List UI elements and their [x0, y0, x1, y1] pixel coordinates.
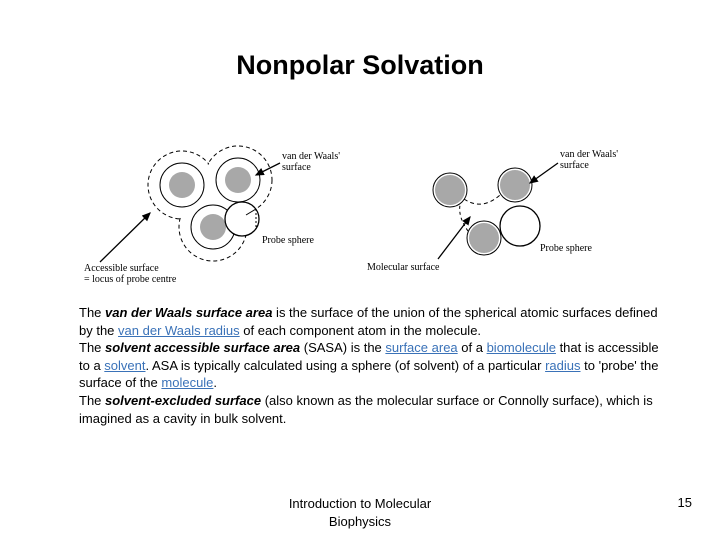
label-accessible-surface: Accessible surface = locus of probe centre [84, 263, 177, 285]
slide-title: Nonpolar Solvation [236, 50, 484, 80]
atom [500, 170, 530, 200]
link-molecule[interactable]: molecule [161, 375, 214, 391]
molecular-surface-arc [464, 195, 500, 204]
atom [200, 214, 226, 240]
label-probe-sphere-right: Probe sphere [540, 243, 592, 254]
label-vdw-surface-left: van der Waals' surface [282, 151, 341, 173]
paragraph-ses: The solvent-excluded surface (also known as the molecular surface or Connolly surface), which is imagined as a cavity in bulk solvent. [79, 392, 653, 426]
link-surface-area[interactable]: surface area [385, 340, 458, 356]
link-van-der-waals-radius[interactable]: van der Waals radius [118, 322, 240, 338]
atom [169, 172, 195, 198]
atom [225, 167, 251, 193]
paragraph-sasa: The solvent accessible surface area (SASA) is the surface area of a biomolecule that is accessible to a solvent. ASA is typically calculated using a sphere (of solvent) of a particular radius to 'probe' the surface of the molecule. [79, 340, 659, 391]
probe-sphere [500, 206, 540, 246]
label-vdw-surface-right: van der Waals' surface [560, 149, 619, 171]
link-biomolecule[interactable]: biomolecule [486, 340, 556, 356]
label-probe-sphere-left: Probe sphere [262, 235, 314, 246]
link-radius[interactable]: radius [545, 357, 581, 373]
arrow [100, 213, 150, 262]
atom [435, 175, 465, 205]
arrow [438, 217, 470, 259]
probe-sphere [225, 202, 259, 236]
paragraph-vdw: The van der Waals surface area is the surface of the union of the spherical atomic surfaces defined by the van der Waals radius of each component atom in the molecule. [79, 305, 658, 338]
surface-diagram [70, 135, 650, 295]
atom [469, 223, 499, 253]
left-panel-diagram [100, 146, 280, 262]
link-solvent[interactable]: solvent [104, 357, 146, 373]
arrow [530, 163, 558, 183]
label-molecular-surface: Molecular surface [367, 262, 440, 273]
footer-title: Introduction to Molecular Biophysics [288, 496, 432, 529]
page-number: 15 [677, 495, 692, 510]
body-text [79, 304, 659, 427]
